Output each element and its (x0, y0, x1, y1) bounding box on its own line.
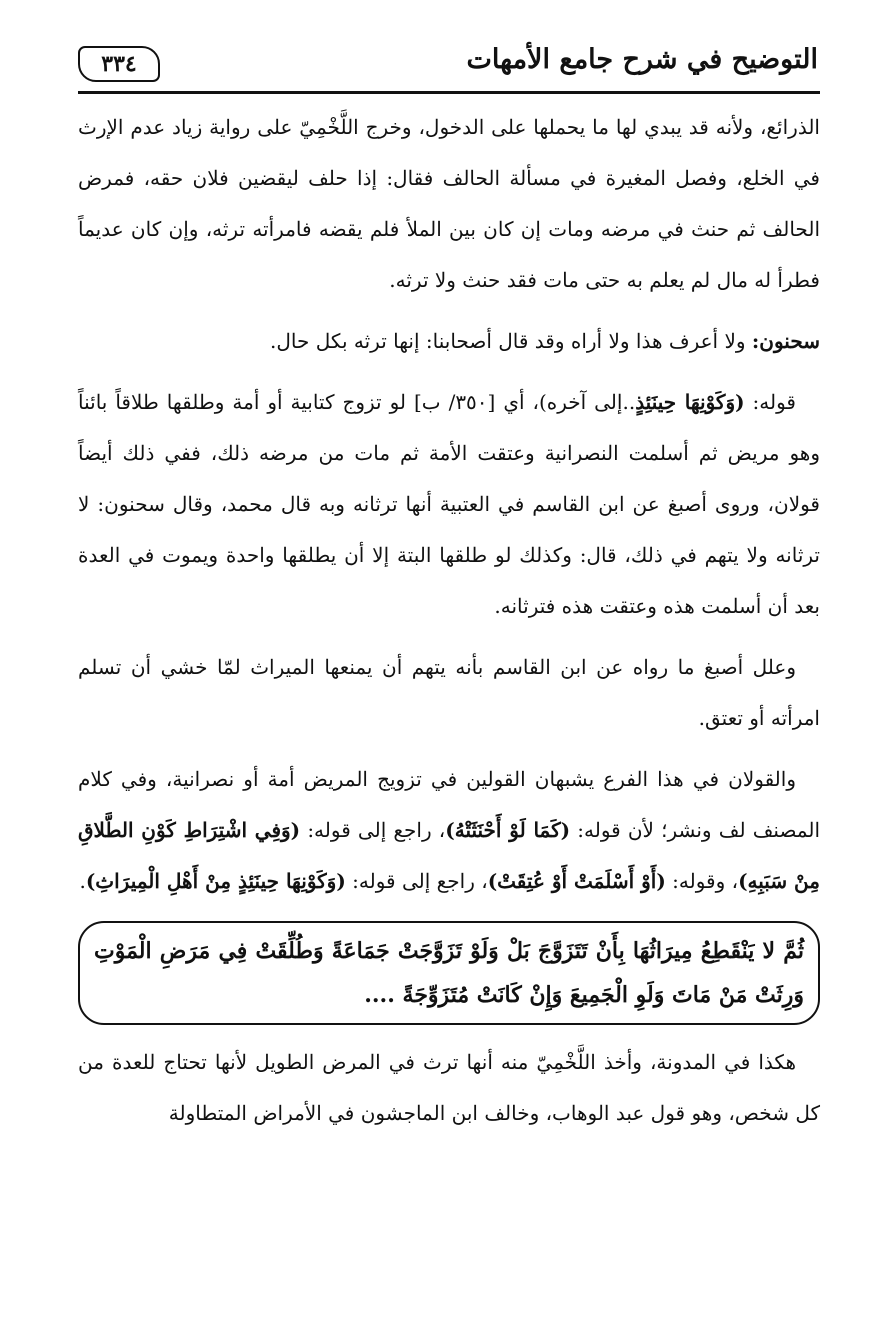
paragraph-3 (78, 377, 820, 632)
paragraph-text: ولا أعرف هذا ولا أراه وقد قال أصحابنا: إنها ترثه بكل حال. (270, 329, 752, 353)
page-header (78, 40, 820, 92)
paragraph-prefix: قوله: (744, 390, 796, 414)
paragraph-text: الذرائع، ولأنه قد يبدي لها ما يحملها على الدخول، وخرج اللَّخْمِيّ على رواية زياد عدم الإرث في الخلع، وفصل المغيرة في مسألة الحالف فقال: إذا حلف ليقضين فلان حقه، فمرض الحالف ثم حنث في مرضه ومات إن كان بين الملأ فلم يقضه فامرأته ترثه، وإن كان عديماً فطرأ له مال لم يعلم به حتى مات فقد حنث ولا ترثه. (78, 115, 820, 292)
matn-quote: (كَمَا لَوْ أَحْنَثَتْهُ) (445, 818, 571, 842)
matn-text: ثُمَّ لا يَنْقَطِعُ مِيرَاثُهَا بِأَنْ تَتَزَوَّجَ بَلْ وَلَوْ تَزَوَّجَتْ جَمَاعَةً وَطُلِّقَتْ فِي مَرَضِ الْمَوْتِ وَرِثَتْ مَنْ مَاتَ وَلَوِ الْجَمِيعَ وَإِنْ كَانَتْ مُتَزَوِّجَةً .... (94, 938, 804, 1008)
speaker-name: سحنون: (751, 329, 820, 353)
paragraph-text: ..إلى آخره)، أي [٣٥٠/ ب] لو تزوج كتابية أو أمة وطلقها طلاقاً بائناً وهو مريض ثم أسلمت النصرانية وعتقت الأمة ثم مات من مرضه ذلك، ففي ذلك أيضاً قولان، وروى أصبغ عن ابن القاسم في العتبية أنها ترثانه وبه قال محمد، وقال سحنون: لا ترثانه ولا يتهم في ذلك، قال: وكذلك لو طلقها البتة إلا أن يطلقها واحدة ويموت في العدة بعد أن أسلمت هذه وعتقت هذه فترثانه. (78, 390, 820, 618)
book-page (78, 40, 820, 1290)
paragraph-6 (78, 1037, 820, 1139)
paragraph-text: والقولان في هذا الفرع يشبهان القولين في تزويج المريض أمة أو نصرانية، وفي كلام المصنف لف ونشر؛ لأن قوله: (78, 767, 821, 842)
header-rule (78, 91, 820, 94)
paragraph-text: ، وقوله: (665, 869, 739, 893)
matn-quote: (أَوْ أَسْلَمَتْ أَوْ عُتِقَتْ) (487, 869, 666, 893)
paragraph-text: ، راجع إلى قوله: (345, 869, 488, 893)
paragraph-2 (78, 316, 820, 367)
paragraph-1 (78, 102, 820, 306)
paragraph-text: وعلل أصبغ ما رواه عن ابن القاسم بأنه يتهم أن يمنعها الميراث لمّا خشي أن تسلم امرأته أو تعتق. (78, 655, 820, 730)
paragraph-4 (78, 642, 820, 744)
paragraph-text: هكذا في المدونة، وأخذ اللَّخْمِيّ منه أنها ترث في المرض الطويل لأنها تحتاج للعدة من كل شخص، وهو قول عبد الوهاب، وخالف ابن الماجشون في الأمراض المتطاولة (78, 1050, 820, 1125)
matn-quote: (وَفِي اشْتِرَاطِ كَوْنِ الطَّلاقِ مِنْ سَبَبِهِ) (78, 818, 820, 893)
paragraph-5 (78, 754, 820, 907)
matn-quote: (وَكَوْنِهَا حِينَئِذٍ (635, 390, 745, 414)
matn-box (78, 921, 820, 1025)
paragraph-text: ، راجع إلى قوله: (300, 818, 446, 842)
matn-quote: (وَكَوْنِهَا حِينَئِذٍ مِنْ أَهْلِ الْمِيرَاثِ) (85, 869, 346, 893)
running-title: التوضيح في شرح جامع الأمهات (466, 44, 818, 75)
page-number: ٣٣٤ (78, 46, 160, 82)
paragraph-text: . (79, 869, 86, 893)
page-body (78, 102, 820, 1139)
